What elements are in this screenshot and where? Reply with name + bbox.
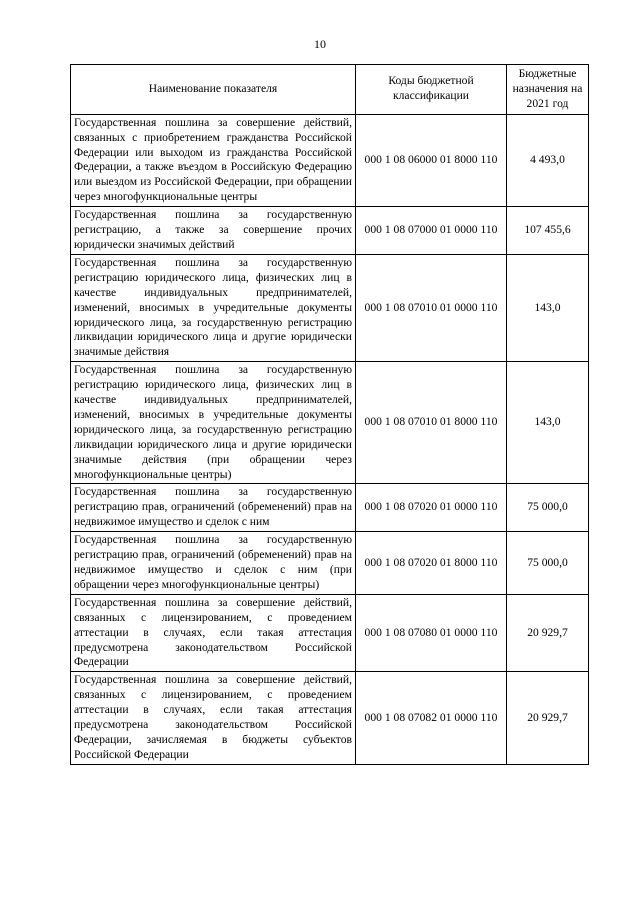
header-amount: Бюджетные назначения на 2021 год — [507, 65, 589, 115]
table-row — [71, 672, 589, 764]
table-row — [71, 207, 589, 255]
row-code: 000 1 08 07082 01 0000 110 — [356, 672, 507, 764]
table-row — [71, 484, 589, 532]
row-code: 000 1 08 07010 01 0000 110 — [356, 254, 507, 361]
row-name: Государственная пошлина за государственную регистрацию юридического лица, физических лиц в качестве индивидуальных предпринимателей, изменений, вносимых в учредительные документы юридического лица, за государственную регистрацию ликвидации юридического лица и другие юридически значимые действия (при обращении через многофункциональные центры) — [71, 362, 356, 484]
row-code: 000 1 08 07080 01 0000 110 — [356, 594, 507, 672]
table-header-row — [71, 65, 589, 115]
row-amount: 143,0 — [507, 254, 589, 361]
page-number: 10 — [314, 37, 326, 51]
table-row — [71, 532, 589, 595]
table-row — [71, 594, 589, 672]
row-name: Государственная пошлина за государственную регистрацию, а также за совершение прочих юридически значимых действий — [71, 207, 356, 255]
budget-table — [70, 64, 589, 765]
row-name: Государственная пошлина за государственную регистрацию юридического лица, физических лиц в качестве индивидуальных предпринимателей, изменений, вносимых в учредительные документы юридического лица, за государственную регистрацию ликвидации юридического лица и другие юридически значимые действия — [71, 254, 356, 361]
table-row — [71, 114, 589, 206]
table-row — [71, 362, 589, 484]
row-name: Государственная пошлина за государственную регистрацию прав, ограничений (обременений) прав на недвижимое имущество и сделок с ним — [71, 484, 356, 532]
row-amount: 20 929,7 — [507, 672, 589, 764]
row-amount: 107 455,6 — [507, 207, 589, 255]
header-name: Наименование показателя — [71, 65, 356, 115]
row-name: Государственная пошлина за государственную регистрацию прав, ограничений (обременений) прав на недвижимое имущество и сделок с ним (при обращении через многофункциональные центры) — [71, 532, 356, 595]
row-amount: 4 493,0 — [507, 114, 589, 206]
row-amount: 143,0 — [507, 362, 589, 484]
row-code: 000 1 08 07010 01 8000 110 — [356, 362, 507, 484]
table-row — [71, 254, 589, 361]
row-name: Государственная пошлина за совершение действий, связанных с лицензированием, с проведением аттестации в случаях, если такая аттестация предусмотрена законодательством Российской Федерации, зачисляемая в бюджеты субъектов Российской Федерации — [71, 672, 356, 764]
row-code: 000 1 08 07020 01 0000 110 — [356, 484, 507, 532]
row-name: Государственная пошлина за совершение действий, связанных с лицензированием, с проведением аттестации в случаях, если такая аттестация предусмотрена законодательством Российской Федерации — [71, 594, 356, 672]
row-code: 000 1 08 06000 01 8000 110 — [356, 114, 507, 206]
row-amount: 75 000,0 — [507, 532, 589, 595]
row-code: 000 1 08 07000 01 0000 110 — [356, 207, 507, 255]
row-amount: 75 000,0 — [507, 484, 589, 532]
row-name: Государственная пошлина за совершение действий, связанных с приобретением гражданства Российской Федерации или выходом из гражданства Российской Федерации, а также въездом в Российскую Федерацию или выездом из Российской Федерации, при обращении через многофункциональные центры — [71, 114, 356, 206]
row-amount: 20 929,7 — [507, 594, 589, 672]
row-code: 000 1 08 07020 01 8000 110 — [356, 532, 507, 595]
header-code: Коды бюджетной классификации — [356, 65, 507, 115]
